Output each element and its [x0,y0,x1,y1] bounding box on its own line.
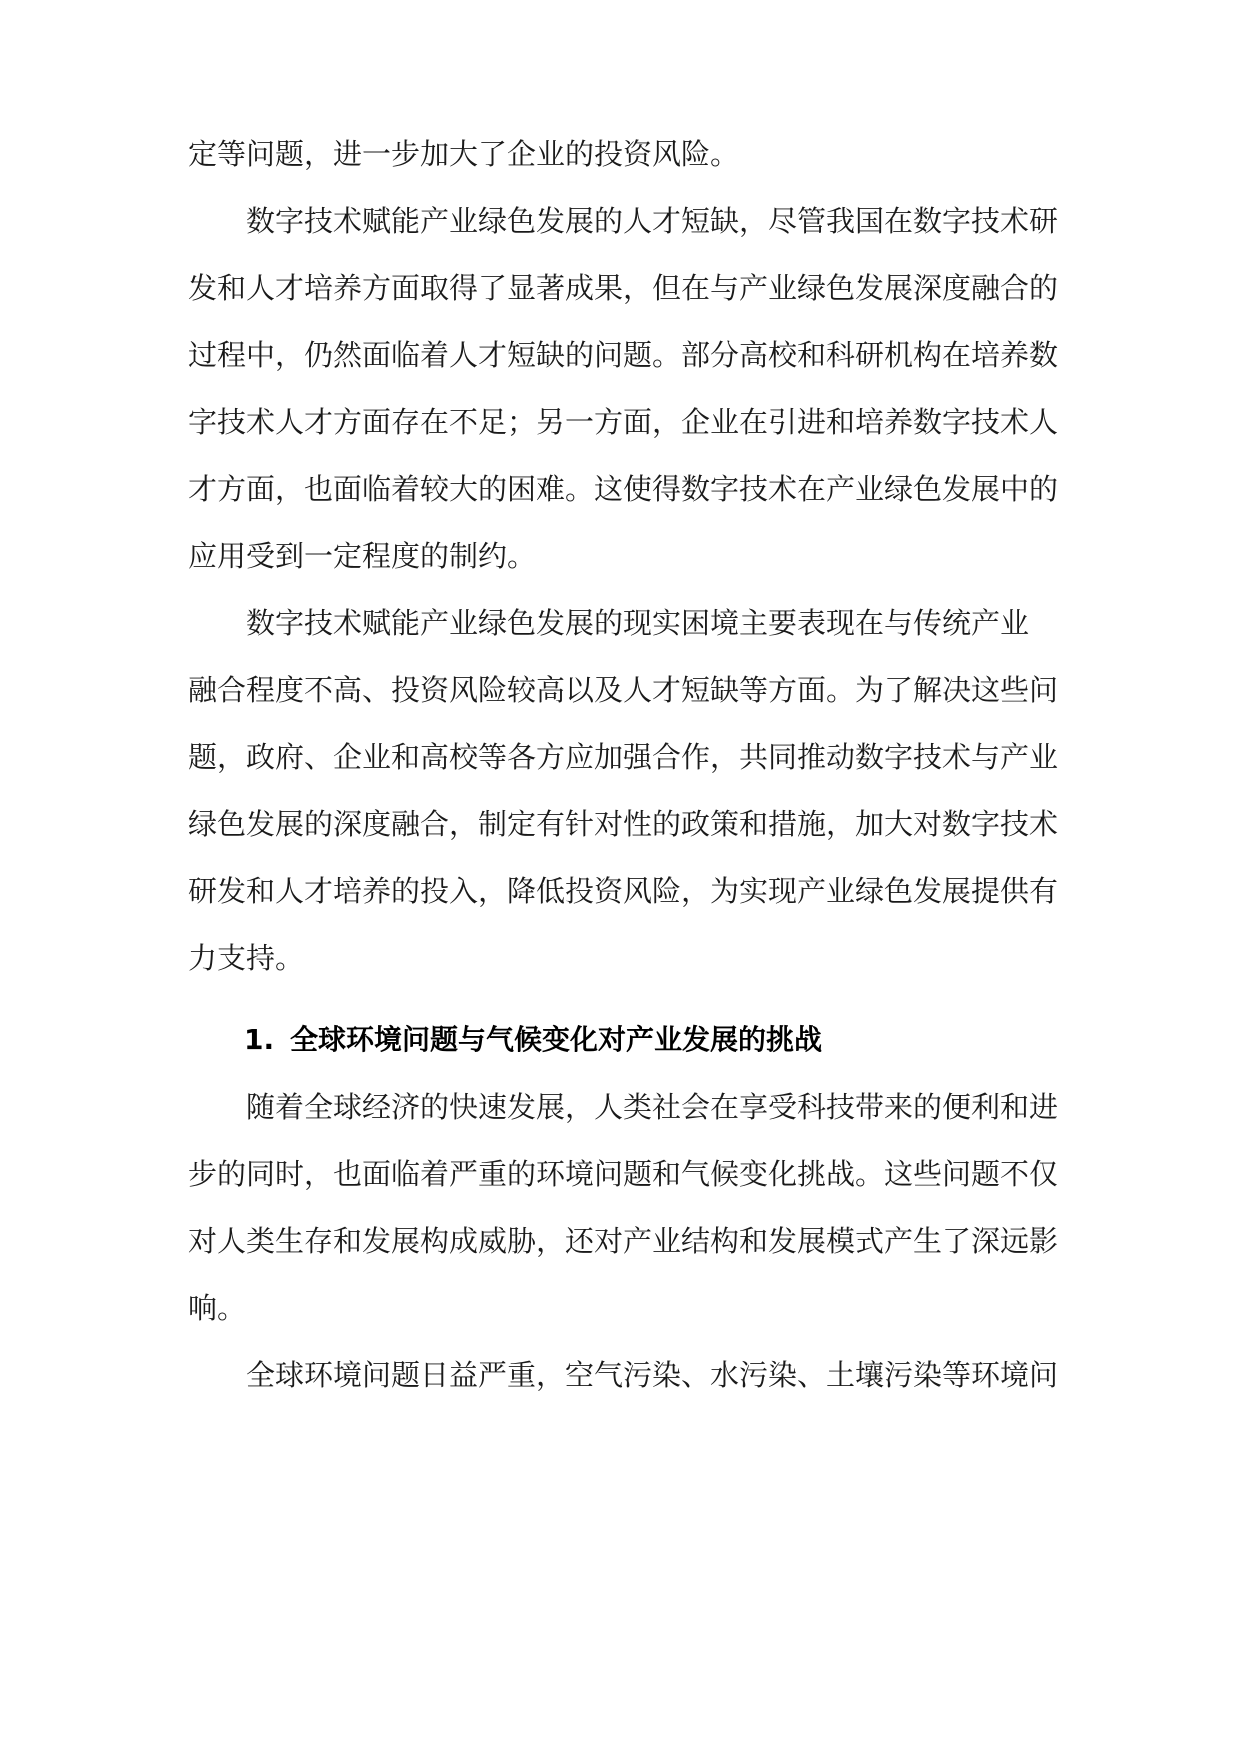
section-heading [244,1020,822,1060]
paragraph-line: 应用受到一定程度的制约。 [188,539,537,573]
paragraph-line: 响。 [188,1291,247,1325]
paragraph-line: 题，政府、企业和高校等各方应加强合作，共同推动数字技术与产业 [188,740,1059,774]
paragraph-line: 数字技术赋能产业绿色发展的人才短缺，尽管我国在数字技术研 [246,204,1059,238]
paragraph-line: 过程中，仍然面临着人才短缺的问题。部分高校和科研机构在培养数 [188,338,1059,372]
paragraph-line: 力支持。 [188,941,305,975]
paragraph-line: 绿色发展的深度融合，制定有针对性的政策和措施，加大对数字技术 [188,807,1059,841]
paragraph-line: 研发和人才培养的投入，降低投资风险，为实现产业绿色发展提供有 [188,874,1059,908]
paragraph-line: 对人类生存和发展构成威胁，还对产业结构和发展模式产生了深远影 [188,1224,1059,1258]
paragraph-line: 融合程度不高、投资风险较高以及人才短缺等方面。为了解决这些问 [188,673,1059,707]
paragraph-line: 数字技术赋能产业绿色发展的现实困境主要表现在与传统产业 [246,606,1030,640]
paragraph-line: 步的同时，也面临着严重的环境问题和气候变化挑战。这些问题不仅 [188,1157,1059,1191]
paragraph-line: 定等问题，进一步加大了企业的投资风险。 [188,137,740,171]
paragraph-line: 全球环境问题日益严重，空气污染、水污染、土壤污染等环境问 [246,1358,1059,1392]
section-number: 1. [244,1023,275,1056]
paragraph-line: 发和人才培养方面取得了显著成果，但在与产业绿色发展深度融合的 [188,271,1059,305]
paragraph-line: 字技术人才方面存在不足；另一方面，企业在引进和培养数字技术人 [188,405,1059,439]
paragraph-line: 才方面，也面临着较大的困难。这使得数字技术在产业绿色发展中的 [188,472,1059,506]
paragraph-line: 随着全球经济的快速发展，人类社会在享受科技带来的便利和进 [246,1090,1059,1124]
section-title: 全球环境问题与气候变化对产业发展的挑战 [290,1023,823,1056]
